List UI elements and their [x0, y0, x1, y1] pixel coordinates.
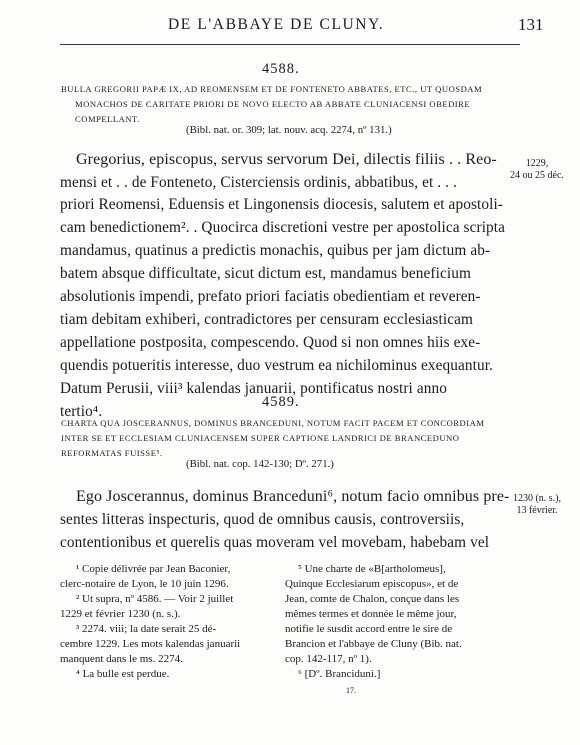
- margin-date: 13 février.: [516, 505, 558, 516]
- text-line: cam benedictionem². . Quocirca discretioni vestre per apostolica scripta: [60, 219, 506, 236]
- charter-number-4588: 4588.: [262, 61, 300, 77]
- footnote-line: Quinque Ecclesiarum episcopus», et de: [285, 578, 459, 590]
- text-line: contentionibus et querelis quas moveram vel movebam, habebam vel: [60, 534, 490, 551]
- text-line: appellatione postposita, compescendo. Quod si non omnes hiis exe-: [60, 334, 481, 351]
- header-rule: [60, 44, 520, 45]
- margin-date: 1229,: [525, 158, 549, 169]
- footnote-line: Jean, comte de Chalon, conçue dans les: [285, 593, 460, 605]
- running-head: DE L'ABBAYE DE CLUNY.: [168, 16, 385, 33]
- charter-title-line: CHARTA QUA JOSCERANNUS, DOMINUS BRANCEDUNI, NOTUM FACIT PACEM ET CONCORDIAM: [61, 418, 485, 428]
- footnote-line: cembre 1229. Les mots kalendas januarii: [60, 638, 241, 650]
- margin-date: 1230 (n. s.),: [512, 493, 562, 504]
- footnote-line: Brancion et l'abbaye de Cluny (Bib. nat.: [285, 638, 462, 650]
- footnote-line: cop. 142-117, nº 1).: [285, 653, 372, 665]
- footnote-line: manquent dans le ms. 2274.: [60, 653, 183, 665]
- footnote-line: ³ 2274. viii; la date serait 25 dé-: [76, 623, 217, 635]
- text-line: Gregorius, episcopus, servus servorum Dei, dilectis filiis . . Reo-: [76, 151, 497, 168]
- text-line: absolutionis impendi, prefato priori faciatis obedientiam et reveren-: [60, 288, 481, 305]
- footnote-line: mêmes termes et donnée le même jour,: [285, 608, 457, 620]
- text-line: tiam debitam exhiberi, contradictores per censuram ecclesiasticam: [60, 311, 473, 328]
- text-line: priori Reomensi, Eduensis et Lingonensis diocesis, salutem et apostoli-: [60, 196, 503, 213]
- footnote-line: ¹ Copie délivrée par Jean Baconier,: [76, 563, 231, 575]
- footnote-line: notifie le susdit accord entre le sire de: [285, 623, 453, 635]
- text-line: sentes litteras inspecturis, quod de omnibus causis, controversiis,: [60, 511, 465, 528]
- charter-title-line: INTER SE ET ECCLESIAM CLUNIACENSEM SUPER CAPTIONE LANDRICI DE BRANCEDUNO: [61, 433, 460, 443]
- text-line: mandamus, quatinus a predictis monachis, quibus per jam dictum ab-: [60, 242, 491, 259]
- footnote-line: ² Ut supra, nº 4586. — Voir 2 juillet: [76, 593, 234, 605]
- text-line: batem absque difficultate, sicut dictum est, mandamus beneficium: [60, 265, 471, 282]
- footnote-line: 1229 et février 1230 (n. s.).: [60, 608, 181, 620]
- signature-mark: 17.: [346, 686, 356, 695]
- charter-title-line: MONACHOS DE CARITATE PRIORI DE NOVO ELECTO AB ABBATE CLUNIACENSI OBEDIRE: [75, 99, 471, 109]
- text-line: mensi et . . de Fonteneto, Cisterciensis ordinis, abbatibus, et . . .: [60, 174, 457, 191]
- charter-title-line: REFORMATAS FUISSE⁵.: [61, 448, 163, 458]
- text-line: Ego Joscerannus, dominus Branceduni⁶, notum facio omnibus pre-: [76, 488, 510, 505]
- footnote-line: ⁵ Une charte de «B[artholomeus],: [298, 563, 446, 575]
- text-line: Datum Perusii, viii³ kalendas januarii, pontificatus nostri anno: [60, 380, 447, 397]
- charter-source: (Bibl. nat. cop. 142-130; Dº. 271.): [186, 458, 334, 470]
- footnote-line: clerc-notaire de Lyon, le 10 juin 1296.: [60, 578, 229, 590]
- charter-source: (Bibl. nat. or. 309; lat. nouv. acq. 2274, nº 131.): [186, 124, 392, 136]
- charter-number-4589: 4589.: [262, 394, 300, 410]
- text-line: tertio⁴.: [60, 403, 103, 420]
- charter-title-line: BULLA GREGORII PAPÆ IX, AD REOMENSEM ET DE FONTENETO ABBATES, ETC., UT QUOSDAM: [61, 84, 483, 94]
- margin-date: 24 ou 25 déc.: [510, 170, 564, 181]
- footnote-line: ⁴ La bulle est perdue.: [76, 668, 170, 680]
- footnote-line: ⁶ [Dº. Branciduni.]: [298, 668, 381, 680]
- page-number: 131: [518, 15, 544, 34]
- charter-title-line: COMPELLANT.: [75, 114, 140, 124]
- text-line: quendis potueritis interesse, duo vestrum ea nichilominus exequantur.: [60, 357, 494, 374]
